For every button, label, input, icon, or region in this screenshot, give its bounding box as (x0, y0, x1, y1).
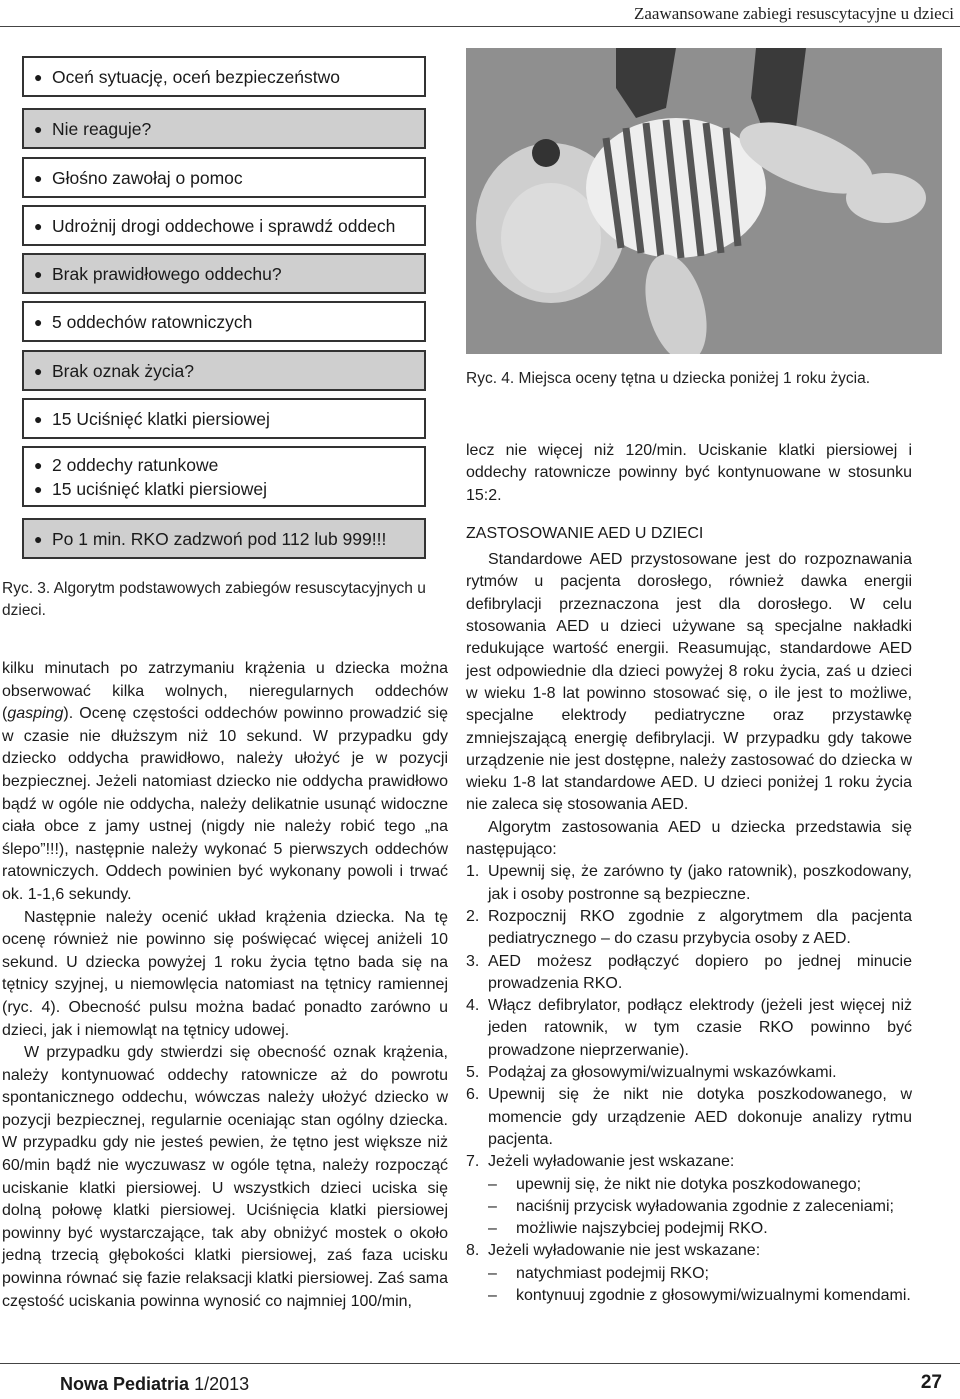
sublist-item: – możliwie najszybciej podejmij RKO. (488, 1220, 768, 1238)
algo-step-1: ● Oceń sytuację, oceń bezpieczeństwo (22, 56, 426, 97)
algo-step-6: ● 5 oddechów ratowniczych (22, 301, 426, 342)
aed-steps-list-cont (466, 1240, 912, 1262)
algo-step-text: Brak oznak życia? (52, 360, 195, 381)
paragraph-2: Następnie należy ocenić układ krążenia dziecka. Na tę ocenę również nie powinno się poświęcać więcej aniżeli 10 sekund. U dziecka powyżej 1 roku życia tętno bada się na tętnicy szyjnej, u niemowlęcia natomiast na tętnicy ramiennej (ryc. 4). Obecność pulsu można badać ponadto zarówno u dzieci, jak i niemowląt na tętnicy udowej. (2, 908, 448, 1039)
algo-step-text: 15 uciśnięć klatki piersiowej (52, 478, 267, 499)
list-item: 7. Jeżeli wyładowanie jest wskazane: (466, 1153, 735, 1171)
list-item: 6. Upewnij się że nikt nie dotyka poszkodowanego, w momencie gdy urządzenie AED dokonuje analizy rytmu pacjenta. (466, 1086, 912, 1148)
paragraph-1 (2, 658, 448, 907)
algo-step-text: Udrożnij drogi oddechowe i sprawdź oddech (52, 215, 396, 236)
list-item: 4. Włącz defibrylator, podłącz elektrody (jeżeli jest więcej niż jeden ratownik, w tym czasie RKO powinno być prowadzone nieprzerwanie). (466, 997, 912, 1059)
algo-step-text: Brak prawidłowego oddechu? (52, 263, 282, 284)
algo-step-10: ● Po 1 min. RKO zadzwoń pod 112 lub 999!!! (22, 518, 426, 559)
list-item: 5. Podążaj za głosowymi/wizualnymi wskazówkami. (466, 1064, 837, 1082)
algo-step-text: Oceń sytuację, oceń bezpieczeństwo (52, 66, 340, 87)
journal-issue: 1/2013 (194, 1374, 250, 1394)
algo-step-text: Głośno zawołaj o pomoc (52, 167, 243, 188)
italic-term: gasping (7, 705, 64, 723)
algo-step-text: 2 oddechy ratunkowe (52, 454, 219, 475)
page-number: 27 (920, 1372, 942, 1393)
right-column (466, 440, 912, 1307)
algo-step-8: ● 15 Uciśnięć klatki piersiowej (22, 398, 426, 439)
journal-name: Nowa Pediatria (60, 1374, 190, 1394)
algo-step-7: ● Brak oznak życia? (22, 350, 426, 391)
running-title: Zaawansowane zabiegi resuscytacyjne u dzieci (633, 4, 954, 23)
list-item: 8. Jeżeli wyładowanie nie jest wskazane: (466, 1242, 761, 1260)
footer-divider (0, 1363, 960, 1364)
algo-step-4: ● Udrożnij drogi oddechowe i sprawdź oddech (22, 205, 426, 246)
paragraph-continuation: lecz nie więcej niż 120/min. Uciskanie klatki piersiowej i oddechy ratownicze powinny być kontynuowane w stosunku 15:2. (466, 442, 912, 504)
paragraph-text: ). Ocenę częstości oddechów powinno prowadzić się w czasie nie dłuższym niż 10 sekund. W przypadku gdy dziecko oddycha prawidłowo, należy ułożyć je w pozycji bezpiecznej. Jeżeli natomiast dziecko nie oddycha prawidłowo bądź w ogóle nie oddycha, należy delikatnie usunąć widoczne ciała obce z jamy ustnej (nigdy nie należy robić tego „na ślepo”!!!), następnie należy wykonać 5 pierwszych oddechów ratowniczych. Oddech powinien być wykonany powoli i trwać ok. 1-1,6 sekundy. (2, 705, 448, 903)
algo-step-3: ● Głośno zawołaj o pomoc (22, 157, 426, 198)
list-item: 2. Rozpocznij RKO zgodnie z algorytmem dla pacjenta pediatrycznego – do czasu przybycia osoby z AED. (466, 907, 912, 948)
algo-step-2: ● Nie reaguje? (22, 108, 426, 149)
algo-step-text: Po 1 min. RKO zadzwoń pod 112 lub 999!!! (52, 528, 387, 549)
journal-footer (60, 1374, 249, 1395)
paragraph-text: kilku minutach po zatrzymaniu krążenia u dziecka można obserwować kilka wolnych, nieregularnych oddechów ( (2, 660, 448, 723)
algo-step-5: ● Brak prawidłowego oddechu? (22, 253, 426, 294)
algo-step-text: 5 oddechów ratowniczych (52, 311, 253, 332)
infant-manikin-photo (466, 48, 942, 354)
list-item: 1. Upewnij się, że zarówno ty (jako ratownik), poszkodowany, jak i osoby postronne są bezpieczne. (466, 863, 912, 903)
figure-3-caption: Ryc. 3. Algorytm podstawowych zabiegów resuscytacyjnych u dzieci. (2, 580, 426, 619)
algo-step-text: 15 Uciśnięć klatki piersiowej (52, 408, 270, 429)
sublist-item: – upewnij się, że nikt nie dotyka poszkodowanego; (488, 1175, 862, 1193)
aed-steps-list (466, 861, 912, 1173)
sublist-shock-not-indicated (466, 1263, 912, 1308)
paragraph-aed: Standardowe AED przystosowane jest do rozpoznawania rytmów u pacjenta dorosłego, również dawka energii defibrylacji przeznaczona jest dla dorosłego. W celu stosowania AED u dzieci używane są specjalne nakładki redukujące wartość energii. Reasumując, standardowe AED jest odpowiednie dla dzieci powyżej 8 roku życia, zaś u dzieci w wieku 1-8 lat powinno stosować się, o ile jest to możliwe, specjalne elektrody pediatryczne oraz przystawkę zmniejszającą energię defibrylacji. W przypadku gdy takowe urządzenie nie jest dostępne, należy zastosować do dziecka w wieku 1-8 lat standardowe AED. U dzieci poniżej 1 roku życia nie zaleca się stosowania AED. (466, 551, 912, 814)
paragraph-3: W przypadku gdy stwierdzi się obecność oznak krążenia, należy kontynuować oddechy ratownicze aż do powrotu spontanicznego oddechu, wówczas należy ułożyć dziecko w pozycji bezpiecznej, regularnie oceniając stan ogólny dziecka. W przypadku gdy nie jesteś pewien, że tętno jest większe niż 60/min bądź nie wyczuwasz w ogóle tętna, należy rozpocząć uciskanie klatki piersiowej. U wszystkich dzieci uciska się dolną połowę klatki piersiowej. Uciśnięcia klatki piersiowej powinny być wystarczające, tak aby obniżyć mostek o około jedną trzecią głębokości klatki piersiowej, zaś faza ucisku powinna równać się fazie relaksacji klatki piersiowej. Zaś sama częstość uciskania powinna wynosić co najmniej 100/min, (2, 1044, 448, 1310)
left-column (2, 658, 448, 1313)
section-heading: ZASTOSOWANIE AED U DZIECI (466, 524, 704, 542)
sublist-shock-indicated (466, 1174, 912, 1241)
sublist-item: – kontynuuj zgodnie z głosowymi/wizualnymi komendami. (488, 1286, 911, 1304)
header-divider (0, 26, 960, 27)
algorithm-diagram (22, 56, 426, 549)
sublist-item: – naciśnij przycisk wyładowania zgodnie z zaleceniami; (488, 1197, 894, 1215)
figure-4-caption: Ryc. 4. Miejsca oceny tętna u dziecka poniżej 1 roku życia. (466, 370, 871, 387)
paragraph-algorithm-intro: Algorytm zastosowania AED u dziecka przedstawia się następująco: (466, 818, 912, 859)
list-item: 3. AED możesz podłączyć dopiero po jednej minucie prowadzenia RKO. (466, 952, 912, 992)
algo-step-text: Nie reaguje? (52, 118, 152, 139)
sublist-item: – natychmiast podejmij RKO; (488, 1264, 709, 1282)
algo-step-9: ● 2 oddechy ratunkowe ● 15 uciśnięć klatki piersiowej (22, 446, 426, 507)
manikin-illustration (466, 48, 942, 354)
